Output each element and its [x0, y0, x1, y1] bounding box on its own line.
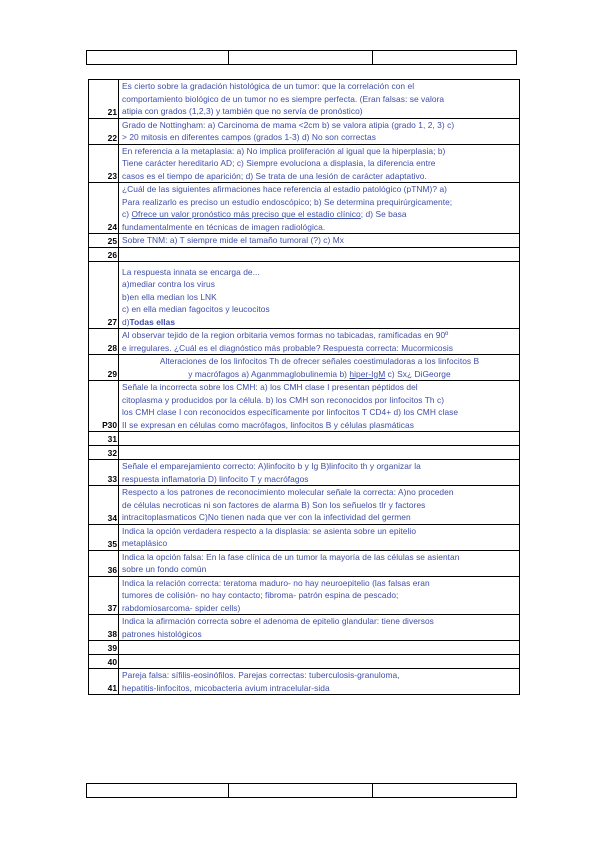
question-line: tumores de colisión- no hay contacto; fibroma- patrón espina de pescado;	[122, 590, 399, 600]
question-line	[122, 368, 517, 381]
question-row	[89, 550, 520, 576]
question-row	[89, 247, 520, 261]
question-text	[119, 446, 520, 460]
line-text: ; d) Se basa	[360, 209, 407, 219]
question-row	[89, 234, 520, 248]
question-line: fundamentalmente en técnicas de imagen radiológica.	[122, 221, 326, 232]
question-number: 24	[89, 183, 119, 234]
question-number: 22	[89, 118, 119, 144]
question-text	[119, 641, 520, 655]
question-line: c) en ella median fagocitos y leucocitos	[122, 304, 270, 314]
question-row	[89, 381, 520, 432]
question-row	[89, 261, 520, 329]
question-text	[119, 486, 520, 525]
underlined-answer: hiper-IgM	[349, 368, 386, 379]
question-number: 27	[89, 261, 119, 329]
question-line: ¿Cuál de las siguientes afirmaciones hace referencia al estadio patológico (pTNM)? a)	[122, 184, 447, 194]
question-line: rabdomiosarcoma- spider cells)	[122, 602, 241, 613]
question-row	[89, 329, 520, 355]
header-cell-3	[373, 51, 517, 65]
question-text	[119, 524, 520, 550]
question-number: 26	[89, 247, 119, 261]
question-line: de células necroticas ni son factores de alarma B) Son los señuelos tlr y factores	[122, 499, 426, 510]
question-number: 23	[89, 144, 119, 183]
question-text	[119, 460, 520, 486]
header-cell-1	[87, 51, 229, 65]
question-text	[119, 432, 520, 446]
question-line: Para realizarlo es preciso un estudio endoscópico; b) Se determina prequirúrgicamente;	[122, 196, 453, 207]
question-line: a)mediar contra los virus	[122, 279, 215, 289]
question-line: Indica la opción verdadera respecto a la displasia: se asienta sobre un epitelio	[122, 525, 417, 536]
footer-cell-3	[373, 784, 517, 798]
line-text: y macrófagos a) Aganmmaglobulinemia b)	[188, 368, 350, 379]
line-text: c) Sx¿ DiGeorge	[385, 368, 451, 379]
footer-cell-2	[229, 784, 373, 798]
question-line: b)en ella median los LNK	[122, 291, 217, 302]
question-row	[89, 183, 520, 234]
page-header-table	[86, 50, 517, 65]
question-row	[89, 460, 520, 486]
question-line: Sobre TNM: a) T siempre mide el tamaño tumoral (?) c) Mx	[122, 235, 345, 245]
question-row	[89, 615, 520, 641]
question-number: 35	[89, 524, 119, 550]
question-text	[119, 576, 520, 615]
question-text	[119, 550, 520, 576]
question-line: Indica la afirmación correcta sobre el adenoma de epitelio glandular: tiene diversos	[122, 616, 434, 626]
question-line: Indica la relación correcta: teratoma maduro- no hay neuroepitelio (las falsas eran	[122, 577, 430, 588]
question-number: 29	[89, 355, 119, 381]
question-line: Indica la opción falsa: En la fase clínica de un tumor la mayoría de las células se asientan	[122, 551, 460, 562]
question-line: atipia con grados (1,2,3) y también que no servía de pronóstico)	[122, 106, 363, 116]
question-row	[89, 576, 520, 615]
question-row	[89, 118, 520, 144]
question-line: intracitoplasmaticos C)No tienen nada que ver con la infectividad del germen	[122, 512, 411, 522]
question-text	[119, 80, 520, 119]
question-line: Alteraciones de los linfocitos Th de ofrecer señales coestimuladoras a los linfocitos B	[159, 356, 480, 366]
question-number: 31	[89, 432, 119, 446]
question-line: La respuesta innata se encarga de...	[122, 266, 260, 277]
question-line: Es cierto sobre la gradación histológica de un tumor: que la correlación con el	[122, 81, 415, 91]
question-line: casos es el tiempo de aparición; d) Se trata de una lesión de carácter adaptativo.	[122, 170, 427, 181]
exam-questions-table	[88, 79, 520, 695]
question-text	[119, 615, 520, 641]
question-row	[89, 80, 520, 119]
question-line: Tiene carácter hereditario AD; c) Siempre evoluciona a displasia, la diferencia entre	[122, 158, 436, 168]
question-number: 28	[89, 329, 119, 355]
question-row	[89, 669, 520, 695]
bold-answer: Todas ellas	[129, 316, 176, 327]
question-line: los CMH clase I con reconocidos específicamente por linfocitos T CD4+ d) los CMH clase	[122, 407, 459, 417]
question-line: sobre un fondo común	[122, 564, 207, 574]
question-number: 39	[89, 641, 119, 655]
question-row	[89, 655, 520, 669]
question-text	[119, 261, 520, 329]
underlined-answer: Ofrece un valor pronóstico más preciso que el estadio clínico	[131, 209, 361, 219]
line-text: c)	[122, 209, 132, 219]
question-row	[89, 446, 520, 460]
question-text	[119, 183, 520, 234]
question-text	[119, 355, 520, 381]
question-number: 38	[89, 615, 119, 641]
question-row	[89, 641, 520, 655]
question-number: 40	[89, 655, 119, 669]
question-number: 21	[89, 80, 119, 119]
question-row	[89, 486, 520, 525]
question-number: 25	[89, 234, 119, 248]
question-line: Al observar tejido de la region orbitaria vemos formas no tabicadas, ramificadas en 90º	[122, 330, 449, 340]
question-line: respuesta inflamatoria D) linfocito T y macrófagos	[122, 473, 309, 484]
question-line: Señale el emparejamiento correcto: A)linfocito b y Ig B)linfocito th y organizar la	[122, 461, 421, 471]
question-line: > 20 mitosis en diferentes campos (grados 1-3) d) No son correctas	[122, 132, 376, 142]
question-line: e irregulares. ¿Cuál es el diagnóstico más probable? Respuesta correcta: Mucormicosis	[122, 342, 454, 353]
question-text	[119, 144, 520, 183]
question-text	[119, 329, 520, 355]
question-line: metaplásico	[122, 538, 168, 548]
question-row	[89, 524, 520, 550]
line-text: d)	[122, 316, 130, 327]
question-line: comportamiento biológico de un tumor no es siempre perfecta. (Eran falsas: se valora	[122, 93, 445, 104]
question-text	[119, 247, 520, 261]
question-number: 37	[89, 576, 119, 615]
question-number: 36	[89, 550, 119, 576]
question-line: En referencia a la metaplasia: a) No implica proliferación al igual que la hiperplasia; b)	[122, 145, 446, 156]
question-line: Grado de Nottingham: a) Carcinoma de mama <2cm b) se valora atipia (grado 1, 2, 3) c)	[122, 119, 455, 130]
question-line: citoplasma y producidos por la célula. b) los CMH son reconocidos por linfocitos Th c)	[122, 394, 445, 405]
question-number: 34	[89, 486, 119, 525]
question-number: 41	[89, 669, 119, 695]
question-text	[119, 381, 520, 432]
question-line: Respecto a los patrones de reconocimiento molecular señale la correcta: A)no proceden	[122, 487, 454, 497]
question-text	[119, 655, 520, 669]
question-line: Pareja falsa: sífilis-eosinófilos. Parejas correctas: tuberculosis-granuloma,	[122, 670, 400, 680]
question-text	[119, 234, 520, 248]
page-footer-table	[86, 783, 517, 798]
question-number: 32	[89, 446, 119, 460]
question-line: II se expresan en células como macrófagos, linfocitos B y células plasmáticas	[122, 419, 414, 430]
question-row	[89, 355, 520, 381]
header-cell-2	[229, 51, 373, 65]
question-row	[89, 144, 520, 183]
question-number: 33	[89, 460, 119, 486]
question-line: Señale la incorrecta sobre los CMH: a) los CMH clase I presentan péptidos del	[122, 382, 418, 392]
footer-cell-1	[87, 784, 229, 798]
question-row	[89, 432, 520, 446]
question-line	[122, 208, 517, 221]
question-line: hepatitis-linfocitos, micobacteria avium intracelular-sida	[122, 682, 330, 693]
question-text	[119, 669, 520, 695]
question-line	[122, 316, 517, 329]
question-line: patrones histológicos	[122, 628, 202, 639]
question-number: P30	[89, 381, 119, 432]
question-text	[119, 118, 520, 144]
